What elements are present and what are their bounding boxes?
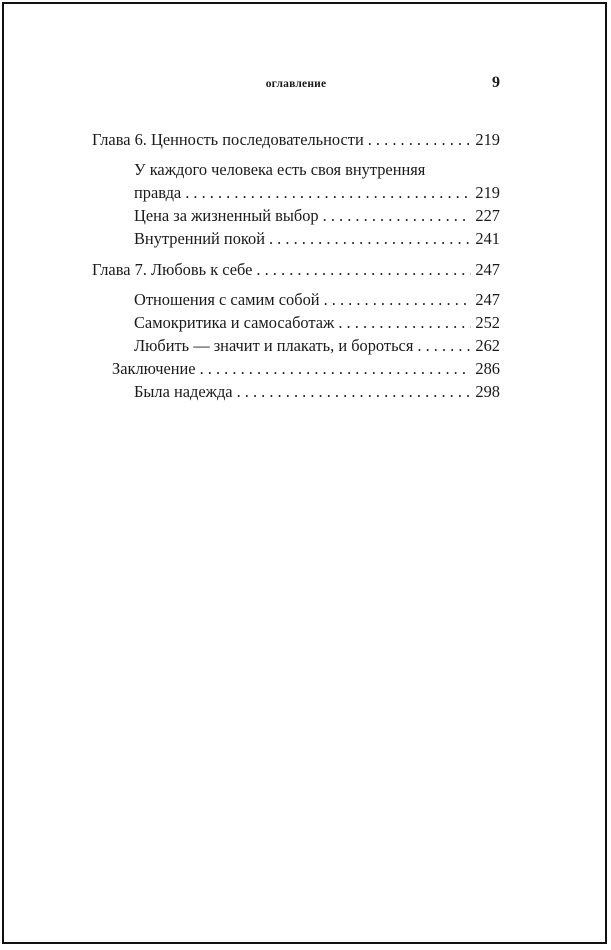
toc-entry-page: 241 [475,229,500,248]
toc-entry-title: Внутренний покой [134,229,265,248]
toc-leader-dots [185,181,471,204]
toc-entry-title: Цена за жизненный выбор [134,206,319,225]
toc-entry-there-was-hope[interactable] [92,380,500,403]
page-number: 9 [492,74,500,91]
toc-entry-page: 247 [475,260,500,279]
toc-entry-title: Была надежда [134,382,233,401]
toc-entry-page: 286 [475,359,500,378]
toc-entry-title: Самокритика и самосаботаж [134,313,335,332]
toc-leader-dots [338,311,471,334]
toc-leader-dots [323,204,472,227]
toc-entry-title: Отношения с самим собой [134,290,320,309]
toc-entry-title: Любить — значит и плакать, и бороться [134,336,414,355]
toc-leader-dots [324,288,472,311]
toc-entry-chapter-7[interactable] [92,258,500,281]
toc-entry-page: 247 [475,290,500,309]
toc-entry-conclusion[interactable] [92,357,500,380]
toc-entry-inner-truth[interactable] [92,181,500,204]
running-head [92,74,500,96]
toc-entry-chapter-6[interactable] [92,128,500,151]
toc-leader-dots [200,357,472,380]
toc-entry-title: Заключение [112,359,196,378]
toc-entry-life-choice[interactable] [92,204,500,227]
toc-entry-page: 227 [475,206,500,225]
toc-entry-page: 298 [475,382,500,401]
toc-leader-dots [368,128,472,151]
toc-entry-title: У каждого человека есть своя внутренняя [134,160,426,179]
toc-entry-love-and-fight[interactable] [92,334,500,357]
toc-entry-page: 262 [475,336,500,355]
toc-leader-dots [256,258,471,281]
book-page [2,2,607,944]
table-of-contents [92,128,500,403]
toc-entry-page: 219 [475,183,500,202]
toc-entry-self-criticism[interactable] [92,311,500,334]
toc-leader-dots [417,334,471,357]
toc-entry-subtitle-line[interactable] [92,158,500,181]
toc-leader-dots [269,227,471,250]
toc-entry-page: 219 [475,130,500,149]
toc-entry-title: Глава 7. Любовь к себе [92,260,253,279]
toc-entry-inner-peace[interactable] [92,227,500,250]
toc-leader-dots [237,380,472,403]
toc-entry-title: правда [134,183,182,202]
toc-entry-page: 252 [475,313,500,332]
toc-entry-self-relations[interactable] [92,288,500,311]
toc-entry-title: Глава 6. Ценность последовательности [92,130,364,149]
running-title: оглавление [265,78,327,90]
